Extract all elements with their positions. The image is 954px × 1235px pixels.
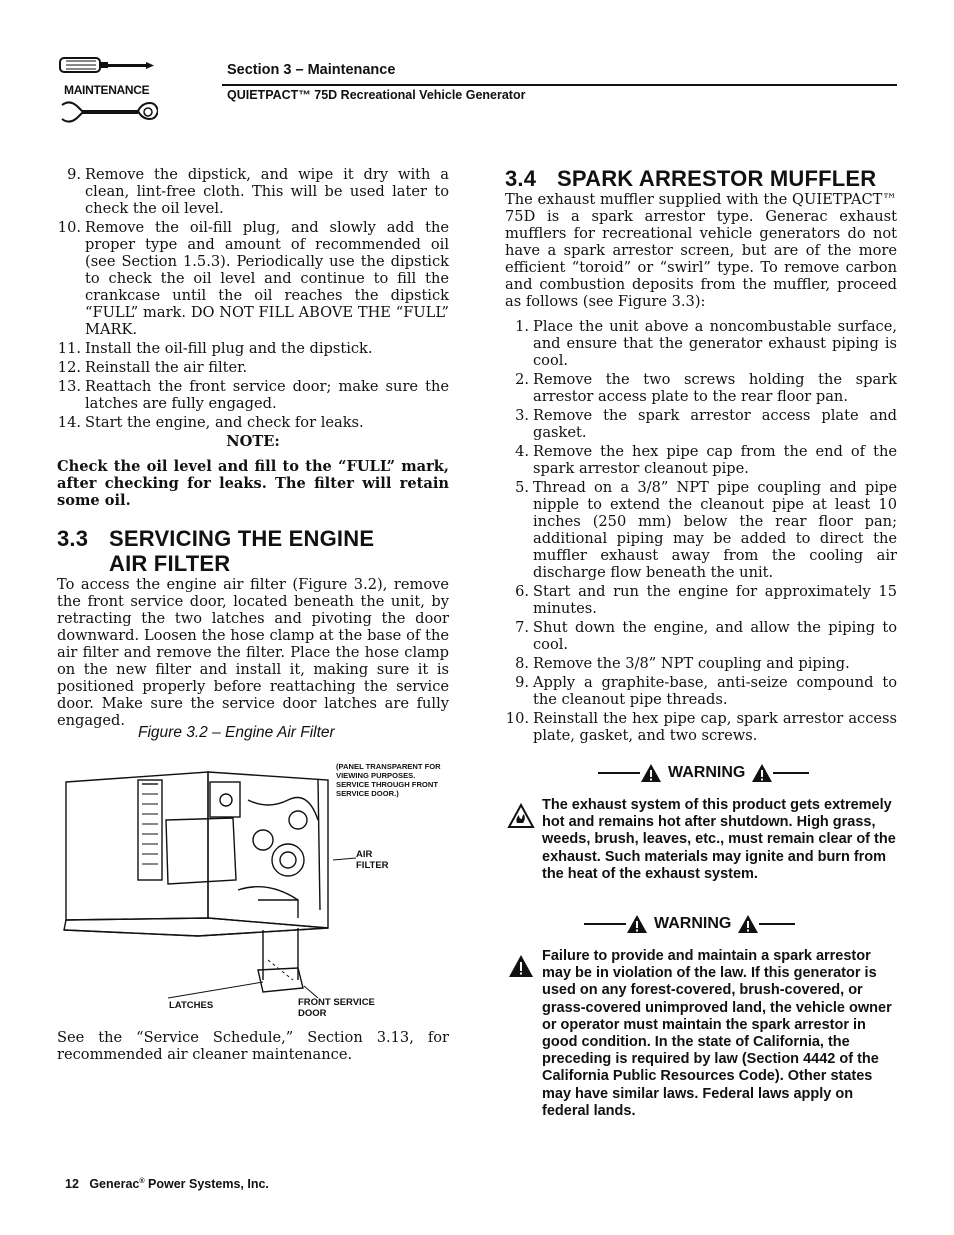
company-name-rest: Power Systems, Inc. <box>148 1177 269 1191</box>
list-item: 7. Shut down the engine, and allow the piping to cool. <box>515 619 897 653</box>
screwdriver-icon <box>58 55 158 77</box>
muffler-intro: The exhaust muffler supplied with the QUIETPACT™ 75D is a spark arrestor type. Generac exhaust mufflers for recreational vehicle generators do not have a spark arrestor screen, but are of the more efficient “toroid” or “swirl” type. To remove carbon and combustion deposits from the muffler, proceed as follows (see Figure 3.3): <box>505 191 897 310</box>
warning-label: WARNING <box>668 764 746 781</box>
list-item: 10. Remove the oil-fill plug, and slowly add the proper type and amount of recommended oil (see Section 1.5.3). Periodically use the dipstick to check the oil level and continue to fill the crankcase until the oil reaches the dipstick “FULL” mark. DO NOT FILL ABOVE THE “FULL” MARK. <box>57 219 449 338</box>
list-item: 1. Place the unit above a noncombustable surface, and ensure that the generator exhaust piping is cool. <box>515 318 897 369</box>
maintenance-logo <box>58 55 158 130</box>
oil-steps-list <box>57 166 449 431</box>
list-item: 6. Start and run the engine for approximately 15 minutes. <box>515 583 897 617</box>
list-item: 2. Remove the two screws holding the spark arrestor access plate to the rear floor pan. <box>515 371 897 405</box>
section-3-3-heading: 3.3 SERVICING THE ENGINE AIR FILTER <box>57 526 375 576</box>
list-item: 4. Remove the hex pipe cap from the end of the spark arrestor cleanout pipe. <box>515 443 897 477</box>
list-item: 9. Apply a graphite-base, anti-seize compound to the cleanout pipe threads. <box>515 674 897 708</box>
document-subtitle: QUIETPACT™ 75D Recreational Vehicle Generator <box>227 88 526 102</box>
left-column <box>57 166 449 729</box>
hot-surface-warning-icon <box>507 803 535 829</box>
panel-note-label: (PANEL TRANSPARENT FOR VIEWING PURPOSES. SERVICE THROUGH FRONT SERVICE DOOR.) <box>336 762 441 798</box>
engine-air-filter-figure <box>58 760 450 1022</box>
note-text: Check the oil level and fill to the “FULL” mark, after checking for leaks. The filter will retain some oil. <box>57 458 449 509</box>
list-item: 11. Install the oil-fill plug and the dipstick. <box>57 340 373 357</box>
note-label: NOTE: <box>226 433 280 450</box>
list-item: 5. Thread on a 3/8” NPT pipe coupling and pipe nipple to extend the cleanout pipe at least 10 inches (250 mm) below the rear floor pan; additional piping may be added to direct the muffler exhaust away from the cooling air discharge flow beneath the unit. <box>515 479 897 581</box>
right-column <box>505 166 897 744</box>
caution-icon <box>507 953 535 979</box>
page-footer <box>65 1177 269 1191</box>
warning-triangle-icon <box>737 914 759 934</box>
figure-caption: Figure 3.2 – Engine Air Filter <box>138 724 335 741</box>
muffler-steps-list <box>505 318 897 744</box>
front-door-label: FRONT SERVICE DOOR <box>298 997 375 1019</box>
warning-triangle-icon <box>626 914 648 934</box>
warning-label: WARNING <box>654 915 732 932</box>
section-header: Section 3 – Maintenance <box>227 62 396 78</box>
generator-drawing <box>58 760 450 1022</box>
list-item: 9. Remove the dipstick, and wipe it dry with a clean, lint-free cloth. This will be used later to check the oil level. <box>67 166 449 217</box>
warning-triangle-icon <box>751 763 773 783</box>
air-filter-paragraph: To access the engine air filter (Figure 3.2), remove the front service door, located beneath the unit, by retracting the two latches and pivoting the door downward. Loosen the hose clamp at the base of the air filter and remove the filter. Place the hose clamp on the new filter and install it, making sure it is positioned properly before reattaching the service door. Make sure the service door latches are fully engaged. <box>57 576 449 729</box>
section-3-4-heading: 3.4 SPARK ARRESTOR MUFFLER <box>505 166 877 191</box>
wrench-icon <box>58 99 158 127</box>
figure-followup: See the “Service Schedule,” Section 3.13, for recommended air cleaner maintenance. <box>57 1029 449 1063</box>
warning-triangle-icon <box>640 763 662 783</box>
list-item: 3. Remove the spark arrestor access plate and gasket. <box>515 407 897 441</box>
latches-label: LATCHES <box>169 1000 214 1011</box>
list-item: 8. Remove the 3/8” NPT coupling and piping. <box>515 655 850 672</box>
logo-label: MAINTENANCE <box>64 83 150 97</box>
warning-text-1: The exhaust system of this product gets extremely hot and remains hot after shutdown. High grass, weeds, brush, leaves, etc., must remain clear of the exhaust. Such materials may ignite and burn from the heat of the exhaust system. <box>542 797 896 882</box>
registered-mark: ® <box>139 1177 145 1185</box>
warning-banner-2 <box>584 914 795 934</box>
company-name: Generac <box>89 1177 140 1191</box>
list-item: 10. Reinstall the hex pipe cap, spark arrestor access plate, gasket, and two screws. <box>505 710 897 744</box>
list-item: 14. Start the engine, and check for leaks. <box>57 414 364 431</box>
header-rule <box>222 84 897 86</box>
warning-text-2: Failure to provide and maintain a spark arrestor may be in violation of the law. If this generator is used on any forest-covered, brush-covered, or grass-covered unimproved land, the vehicle owner or operator must maintain the spark arrestor in good condition. In the state of California, the preceding is required by law (Section 4442 of the California Public Resources Code). Other states may have similar laws. Federal laws apply on federal lands. <box>542 948 892 1119</box>
air-filter-label: AIR FILTER <box>356 849 389 871</box>
list-item: 12. Reinstall the air filter. <box>57 359 248 376</box>
page-number: 12 <box>65 1177 79 1191</box>
list-item: 13. Reattach the front service door; make sure the latches are fully engaged. <box>57 378 449 412</box>
warning-banner-1 <box>598 763 809 783</box>
